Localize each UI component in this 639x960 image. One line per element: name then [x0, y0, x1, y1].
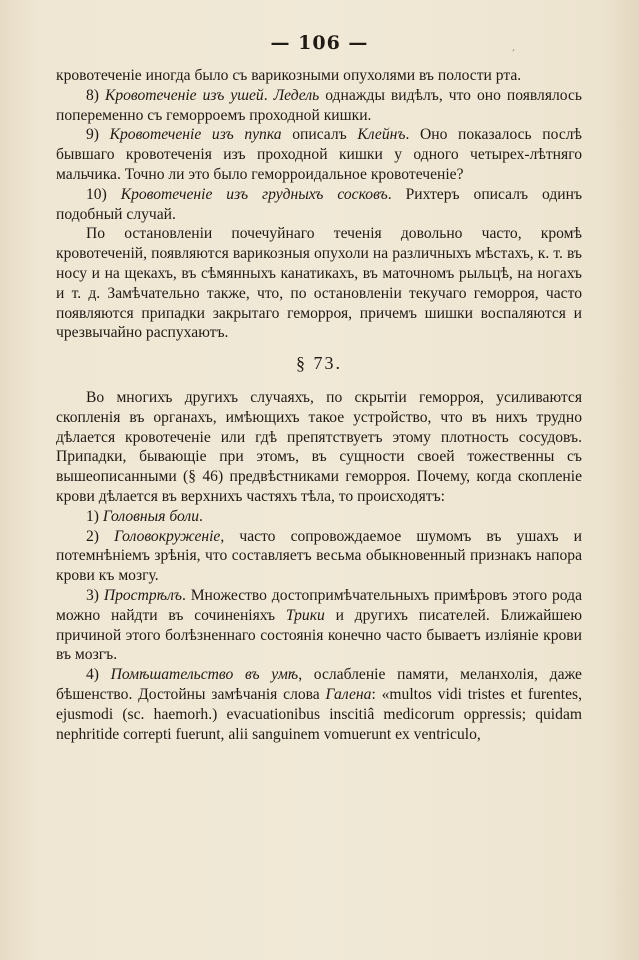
paragraph-item-9 — [56, 125, 582, 184]
text-run: . — [199, 507, 203, 525]
italic-run: Кровотеченіе изъ ушей — [104, 86, 264, 104]
text-run: 8) — [86, 86, 105, 104]
text-run: 1) — [86, 507, 103, 525]
page-number: — 106 — — [270, 32, 369, 54]
text-run: описалъ — [281, 126, 358, 144]
text-run: , ослабленіе памяти, меланхолія, даже бѣшенство. Достойны замѣчанія слова — [56, 666, 582, 703]
italic-run: Трики — [285, 606, 325, 624]
paragraph-section-intro — [56, 388, 582, 507]
text-run: : «multos vidi tristes et furentes, ejusmodi (sc. haemorh.) evacuationibus inscitiâ medicorum oppressis; quidam nephritide correpti fuerunt, alii sanguinem vomuerunt ex ventriculo, — [56, 685, 582, 743]
text-run: 3) — [86, 586, 104, 604]
text-run: . Рихтеръ описалъ одинъ подобный случай. — [56, 185, 583, 223]
text-run: . Множество достопримѣчательныхъ примѣровъ этого рода можно найдти въ сочиненіяхъ — [56, 586, 582, 624]
italic-run: Прострѣлъ — [103, 586, 182, 604]
page-body — [56, 66, 582, 744]
text-run: По остановленіи почечуйнаго теченія довольно часто, кромѣ кровотеченій, появляются варикозныя опухоли на различныхъ мѣстахъ, к. т. въ носу и на щекахъ, въ сѣмянныхъ канатикахъ, въ маточномъ рыльцѣ, на ногахъ и т. д. Замѣчательно также, что, по остановленіи текучаго геморроя, часто появляются припадки закрытаго геморроя, причемъ шишки воспаляются и чрезвычайно распухаютъ. — [56, 225, 582, 342]
text-run: . — [263, 86, 274, 104]
italic-run: Галена — [325, 685, 372, 703]
text-run: 2) — [86, 527, 115, 545]
paragraph-item-8 — [56, 86, 582, 126]
paragraph-item-4 — [56, 665, 582, 744]
text-run: кровотеченіе иногда было съ варикозными опухолями въ полости рта. — [56, 67, 522, 84]
paragraph-item-1 — [56, 507, 582, 527]
section-heading: § 73. — [296, 353, 342, 374]
paragraph-varicose — [56, 224, 582, 343]
italic-run: Головокруженіе — [114, 527, 221, 545]
italic-run: Головныя боли — [102, 507, 200, 525]
text-run: . Оно показалось послѣ бывшаго кровотеченія изъ проходной кишки у одного четырех-лѣтняго мальчика. Точно ли это было геморроидальное кровотеченіе? — [56, 126, 583, 183]
italic-run: Клейнъ — [357, 126, 406, 144]
paragraph-continuation — [56, 66, 582, 86]
text-run: 10) — [86, 185, 121, 203]
text-run: Во многихъ другихъ случаяхъ, по скрытіи геморроя, усиливаются скопленія въ органахъ, имѣющихъ такое устройство, что въ нихъ трудно дѣлается кровотеченіе или гдѣ препятствуетъ этому плотность сосудовъ. Припадки, бывающіе при этомъ, въ сущности своей тожественны съ вышеописанными (§ 46) предвѣстниками геморроя. Почему, когда скопленіе крови дѣлается въ верхнихъ частяхъ тѣла, то происходятъ: — [56, 388, 582, 505]
paragraph-item-10 — [56, 185, 582, 225]
italic-run: Ледель — [273, 86, 320, 104]
text-run: 9) — [86, 126, 110, 144]
italic-run: Кровотеченіе изъ грудныхъ сосковъ — [120, 185, 388, 203]
paragraph-item-3 — [56, 586, 582, 665]
italic-run: Помѣшательство въ умѣ — [110, 666, 299, 684]
text-run: и другихъ писателей. Ближайшею причиной этого болѣзненнаго состоянія конечно часто бываетъ изліяніе крови въ мозгъ. — [56, 606, 582, 664]
text-run: 4) — [86, 666, 111, 684]
margin-mark: , — [512, 42, 516, 53]
text-run: , часто сопровождаемое шумомъ въ ушахъ и потемнѣніемъ зрѣнія, что составляетъ весьма обыкновенный признакъ напора крови къ мозгу. — [56, 527, 582, 585]
text-run: однажды видѣлъ, что оно появлялось попеременно съ геморроемъ проходной кишки. — [56, 86, 582, 124]
paragraph-item-2 — [56, 527, 582, 586]
italic-run: Кровотеченіе изъ пупка — [109, 126, 282, 144]
